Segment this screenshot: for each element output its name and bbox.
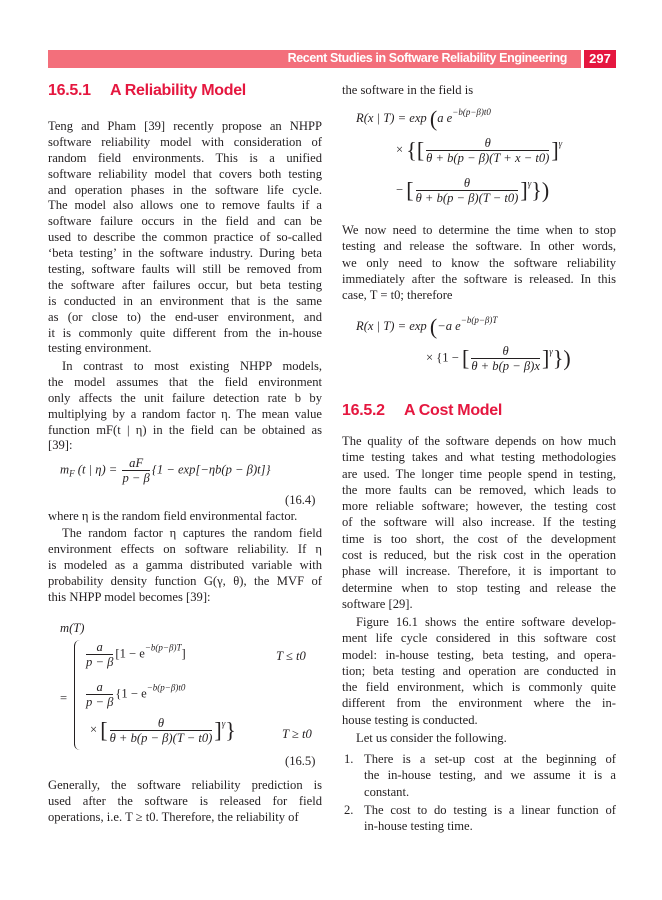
text-line: tion; beta testing and operation are conducted in — [342, 663, 616, 678]
equation-reliability-2-line2: × {1 − [ $\frac{\theta}{\theta + b(p - \beta)x}$ ]$^\gamma$}) — [426, 344, 571, 373]
text-line: the more faults can be removed, which leads to — [342, 482, 616, 497]
case2-condition: T ≥ t0 — [282, 727, 312, 741]
text-line: determine when to stop testing and release the — [342, 580, 616, 595]
paragraph — [342, 730, 616, 746]
equation-number: (16.4) — [285, 493, 316, 507]
text-line: function mF(t | η) in the field can be obtained as — [48, 422, 322, 437]
text-line: is modeled as a gamma distributed variable with — [48, 557, 322, 572]
list-item-text — [364, 751, 616, 800]
running-header-bar — [48, 50, 581, 68]
text-line: it is commonly quite different from the in-house — [48, 325, 322, 340]
paragraph — [48, 509, 322, 525]
text-line: Generally, the software reliability prediction is — [48, 778, 322, 792]
text-line: are used. The longer time people spend in testing, — [342, 466, 616, 481]
section-number: 16.5.1 — [48, 82, 91, 99]
text-line: In contrast to most existing NHPP models, — [62, 359, 322, 373]
text-line: environment effects on software reliability. If η — [48, 541, 322, 556]
text-line: We now need to determine the time when to stop — [342, 223, 616, 237]
text-line: the software in the field is — [342, 83, 474, 97]
text-line: testing environment. — [48, 341, 152, 356]
equals-sign: = — [60, 691, 68, 705]
text-line: house testing is conducted. — [342, 712, 478, 727]
equation-reliability-2: R(x | T) = exp (−a $e^{-b(p-\beta)T}$ — [356, 314, 498, 340]
text-line: this NHPP model becomes [39]: — [48, 589, 211, 604]
paragraph — [342, 614, 616, 728]
text-line: Let us consider the following. — [356, 731, 507, 745]
text-line: used after the software is released for field — [48, 793, 322, 808]
text-line: time testing takes and what testing methodologies — [342, 450, 616, 465]
paragraph — [48, 526, 322, 605]
text-line: constant. — [364, 784, 410, 799]
equation-reliability-1: R(x | T) = exp (a $e^{-b(p-\beta)t0}$ — [356, 106, 491, 132]
text-line: software [29]. — [342, 596, 413, 611]
equation-16-5-case2-factor: × [ $\frac{\theta}{\theta + b(p - \beta)(T - t0)}$ ]$^\gamma$} — [90, 716, 236, 745]
text-line: used to describe the common practice of so-called — [48, 230, 322, 245]
text-line: where η is the random field environmental factor. — [48, 509, 298, 523]
paragraph — [342, 222, 616, 303]
equation-16-5-case1: $\frac{a}{p - \beta}$ $[1 - e^{-b(p-\beta)T}]$ — [86, 640, 186, 669]
text-line: software reliability model with consideration of — [48, 134, 322, 149]
text-line: time is too short, the cost of the development — [342, 531, 616, 546]
text-line: operations, i.e. T ≥ t0. Therefore, the reliability of — [48, 809, 299, 824]
equation-reliability-1-line2: × {[ $\frac{\theta}{\theta + b(p - \beta)(T + x - t0)}$ ]$^\gamma$ — [396, 136, 563, 165]
text-line: multiplying by a random factor η. The mean value — [48, 406, 322, 421]
text-line: is conducted in an environment that is the same — [48, 293, 322, 308]
equation-16-5-lhs: m(T) — [60, 621, 85, 635]
text-line: and operation phases in the software life cycle. — [48, 182, 322, 197]
text-line: Figure 16.1 shows the entire software develop- — [356, 615, 616, 629]
text-line: [39]: — [48, 438, 73, 453]
text-line: cost is reduced, but the risk cost in the operation — [342, 548, 616, 563]
text-line: more reliable software; however, the testing cost — [342, 499, 616, 514]
text-line: The random factor η captures the random field — [62, 526, 322, 540]
paragraph — [48, 778, 322, 826]
text-line: the in-house testing, and we assume it is a — [364, 768, 616, 783]
text-line: The model also allows one to remove faults if a — [48, 198, 322, 213]
text-line: ‘beta testing’ in the software industry. During beta — [48, 246, 322, 261]
text-line: immediately after the software is released. In this — [342, 271, 616, 286]
equation-16-5-case2: $\frac{a}{p - \beta}$ {$1 - e^{-b(p-\beta)t0}$ — [86, 680, 186, 709]
list-marker: 2. — [344, 803, 354, 817]
page-number: 297 — [584, 50, 616, 68]
list-item — [342, 802, 616, 835]
text-line: random field environments. This is a unified — [48, 150, 322, 165]
section-heading-16-5-1 — [48, 81, 246, 100]
paragraph — [48, 359, 322, 454]
equation-number: (16.5) — [285, 754, 316, 768]
paragraph — [342, 433, 616, 612]
text-line: software reliability model that covers both testing — [48, 166, 322, 181]
paragraph — [342, 82, 616, 98]
case1-condition: T ≤ t0 — [276, 649, 306, 663]
text-line: we only need to know the software reliability — [342, 255, 616, 270]
text-line: software failure occurs in the field and can be — [48, 214, 322, 229]
cases-brace — [74, 640, 83, 750]
text-line: in-house testing time. — [364, 819, 473, 834]
equation-reliability-1-line3: − [ $\frac{\theta}{\theta + b(p - \beta)(T - t0)}$ ]$^\gamma$}) — [396, 176, 550, 205]
text-line: of the software will also increase. If the testing — [342, 515, 616, 530]
text-line: phase will increase. Therefore, it is important to — [342, 564, 616, 579]
section-heading-16-5-2 — [342, 401, 502, 420]
text-line: The quality of the software depends on how much — [342, 434, 616, 448]
text-line: ment life cycle considered in this software cost — [342, 631, 616, 646]
text-line: case, T = t0; therefore — [342, 288, 453, 303]
text-line: the software after failures occur, but beta testing — [48, 277, 322, 292]
text-line: There is a set-up cost at the beginning of — [364, 752, 616, 766]
list-marker: 1. — [344, 752, 354, 766]
section-title: A Reliability Model — [110, 82, 246, 99]
text-line: as (or close to) the end-user environment, and — [48, 309, 322, 324]
list-item-text — [364, 802, 616, 835]
equation-16-4: $m_F$ (t | η) = $\frac{aF}{p - \beta}$ {1 − exp[−ηb(p − β)t]} — [60, 456, 271, 485]
text-line: probability density function G(γ, θ), the MVF of — [48, 573, 322, 588]
section-title: A Cost Model — [404, 402, 503, 419]
text-line: model: in-house testing, beta testing, and opera- — [342, 647, 616, 662]
text-line: The cost to do testing is a linear function of — [364, 803, 616, 817]
paragraph — [48, 119, 322, 357]
text-line: the model assumes that the field environment — [48, 374, 322, 389]
text-line: only affects the unit failure detection rate b by — [48, 390, 322, 405]
text-line: testing, software faults will still be removed from — [48, 262, 322, 277]
text-line: Teng and Pham [39] recently propose an NHPP — [48, 119, 322, 133]
list-item — [342, 751, 616, 800]
section-number: 16.5.2 — [342, 402, 385, 419]
text-line: different from the environment where the in- — [342, 696, 616, 711]
text-line: the field environment, which is commonly quite — [342, 680, 616, 695]
running-title: Recent Studies in Software Reliability Engineering — [287, 51, 567, 65]
text-line: testing and release the software. In other words, — [342, 239, 616, 254]
